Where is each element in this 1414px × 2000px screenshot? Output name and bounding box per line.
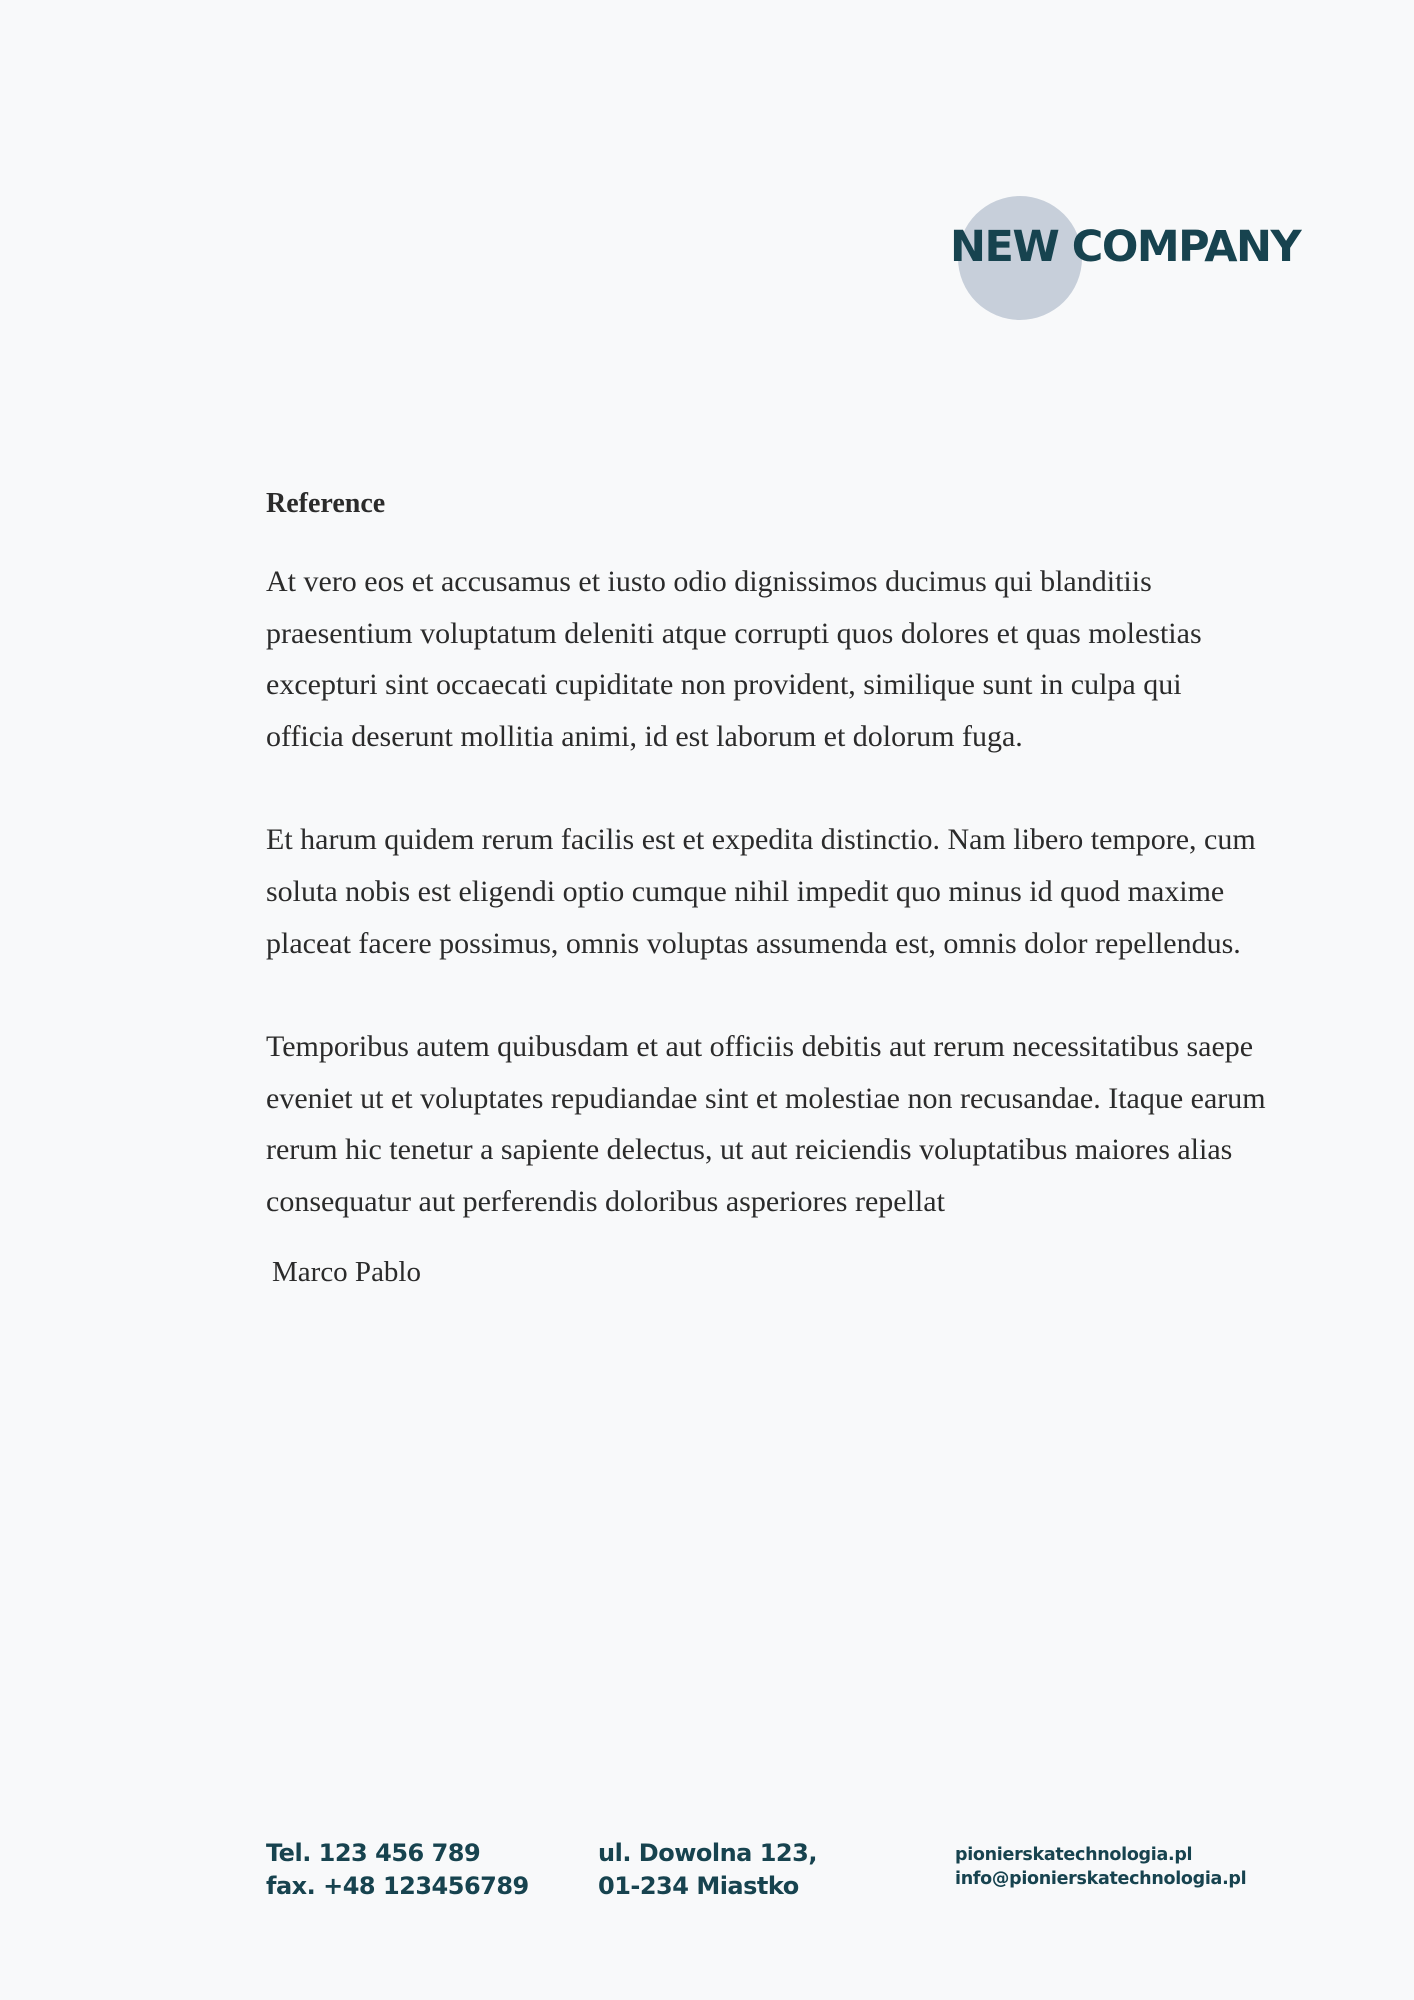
footer-email: info@pionierskatechnologia.pl	[955, 1869, 1247, 1889]
paragraph-1: At vero eos et accusamus et iusto odio dignissimos ducimus qui blanditiis praesentium voluptatum deleniti atque corrupti quos dolores et quas molestias excepturi sint occaecati cupiditate non provident, similique sunt in culpa qui officia deserunt mollitia animi, id est laborum et dolorum fuga.	[266, 565, 1202, 753]
footer-contact-numbers	[266, 1837, 529, 1903]
footer-online	[955, 1843, 1246, 1891]
footer-street: ul. Dowolna 123,	[598, 1839, 817, 1867]
letter-body	[266, 484, 1266, 1320]
footer-fax: fax. +48 123456789	[266, 1872, 529, 1900]
paragraph-3: Temporibus autem quibusdam et aut officiis debitis aut rerum necessitatibus saepe eveniet ut et voluptates repudiandae sint et molestiae non recusandae. Itaque earum rerum hic tenetur a sapiente delectus, ut aut reiciendis voluptatibus maiores alias consequatur aut perferendis doloribus asperiores repellat	[266, 1030, 1266, 1218]
footer-address	[598, 1837, 817, 1903]
company-name: NEW COMPANY	[950, 222, 1301, 272]
footer-phone: Tel. 123 456 789	[266, 1839, 481, 1867]
paragraph-2: Et harum quidem rerum facilis est et expedita distinctio. Nam libero tempore, cum soluta nobis est eligendi optio cumque nihil impedit quo minus id quod maxime placeat facere possimus, omnis voluptas assumenda est, omnis dolor repellendus.	[266, 823, 1256, 960]
footer-city: 01-234 Miastko	[598, 1872, 799, 1900]
footer-website: pionierskatechnologia.pl	[955, 1845, 1193, 1865]
letter-heading: Reference	[266, 488, 386, 519]
signature-name: Marco Pablo	[272, 1255, 421, 1288]
company-logo	[950, 196, 1300, 322]
letter-footer	[0, 1837, 1414, 1917]
